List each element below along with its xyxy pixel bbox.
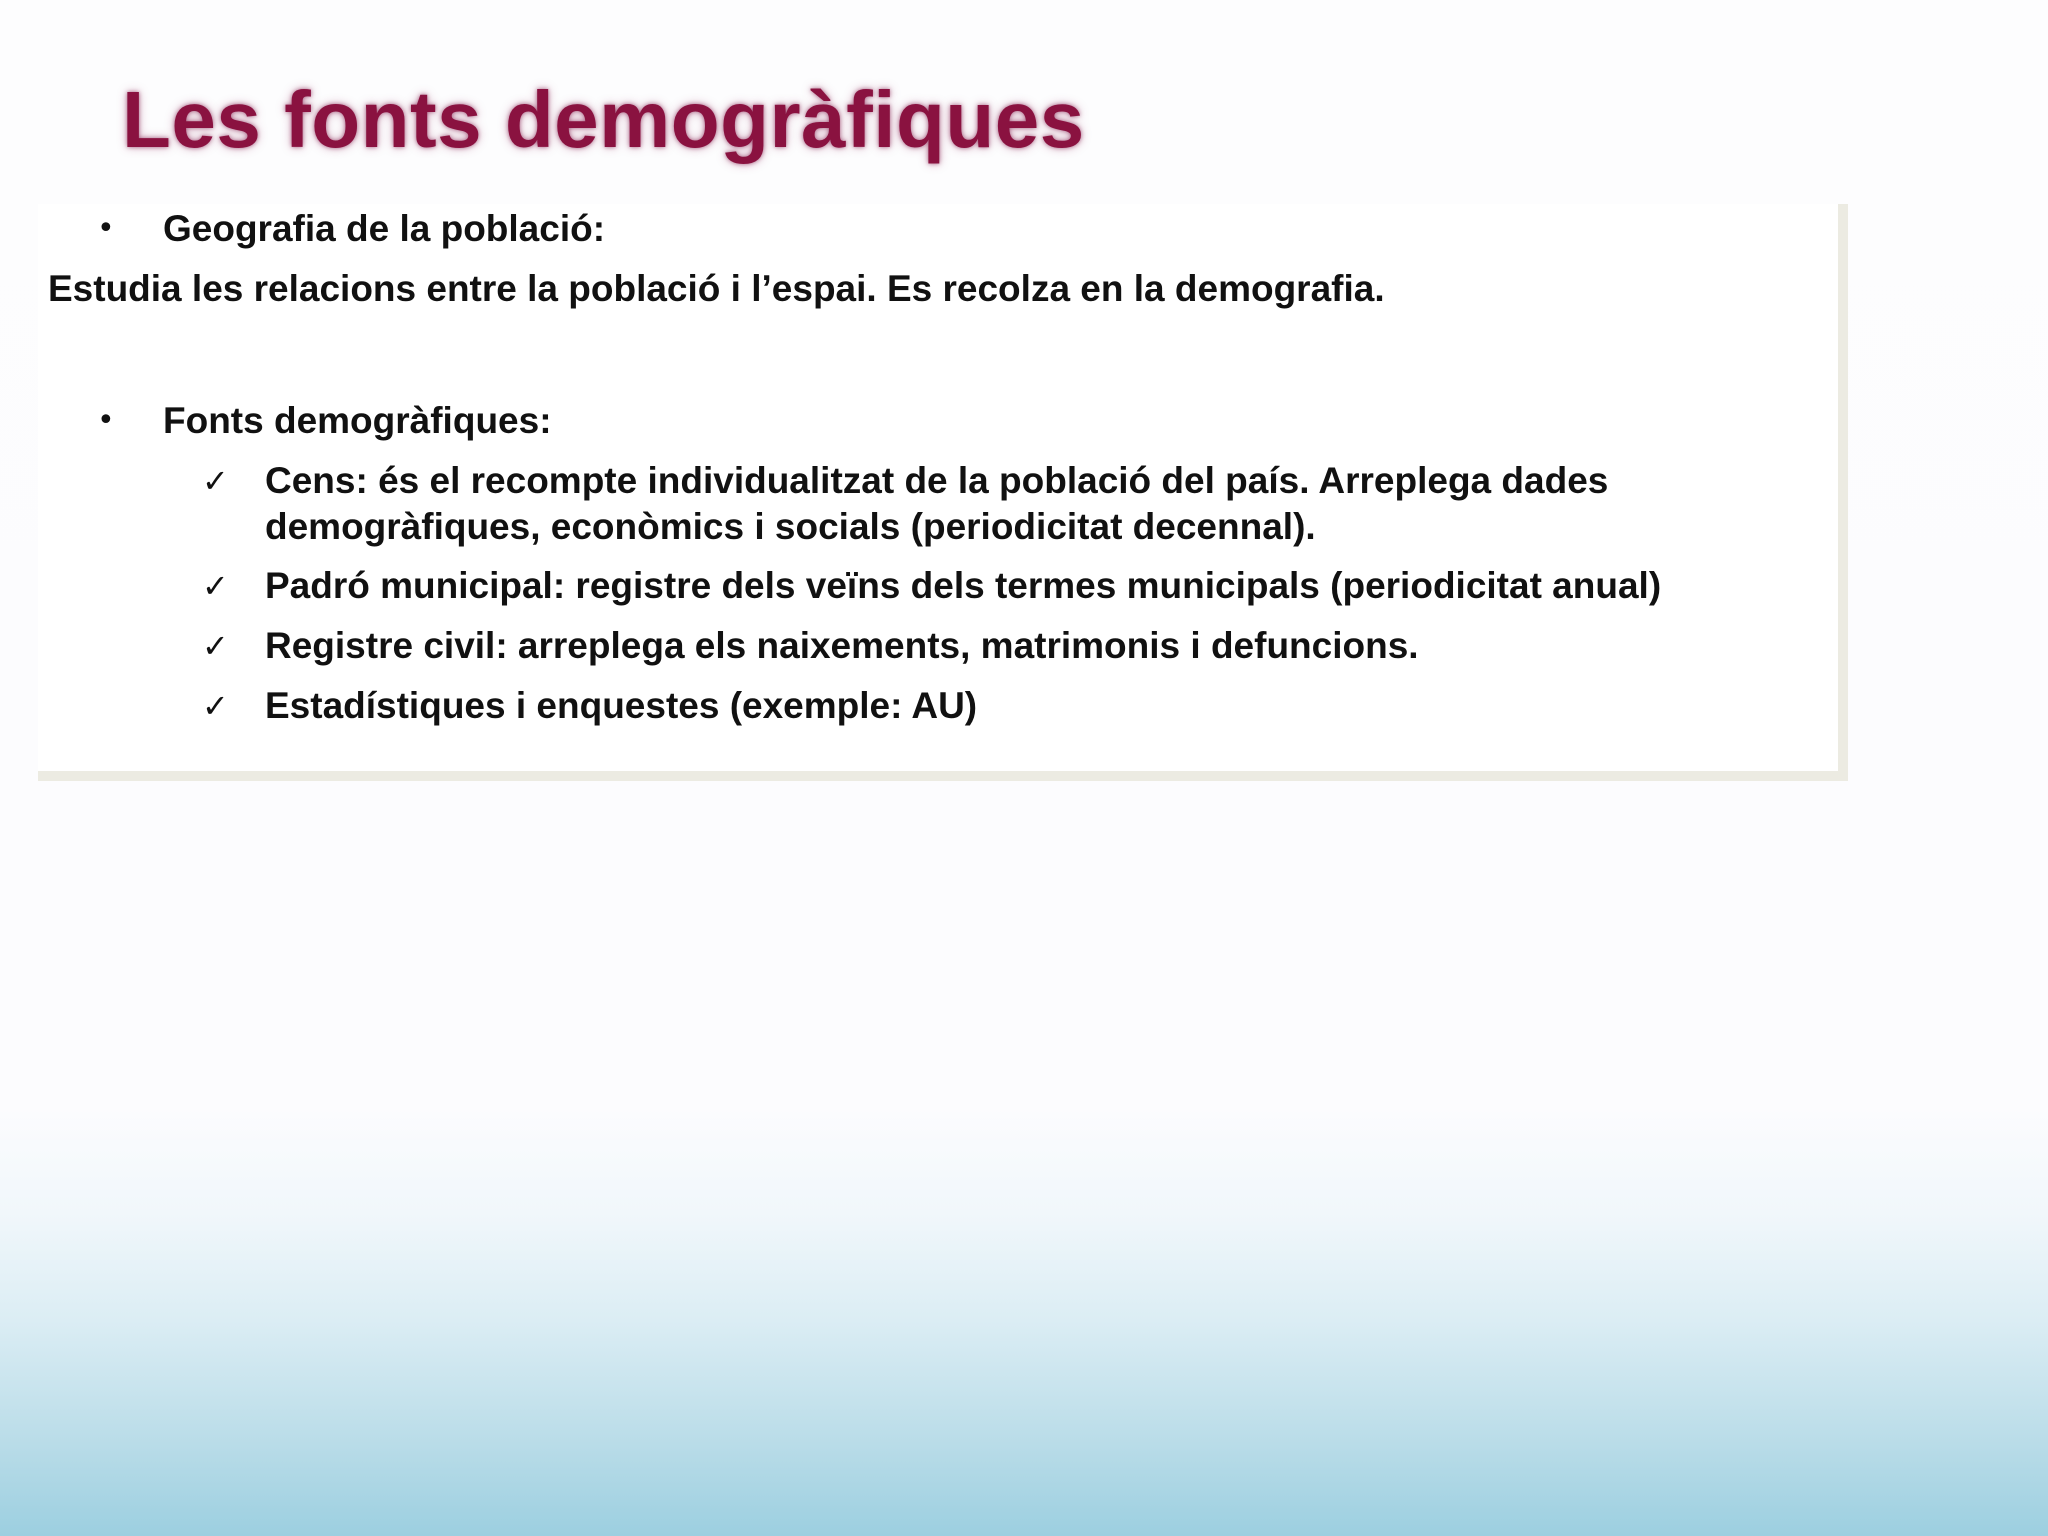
check-icon: ✓ [202,687,229,725]
section-heading-geografia: Geografia de la població: [163,208,606,249]
list-item-registre-civil: Registre civil: arreplega els naixements, matrimonis i defuncions. [265,625,1419,666]
check-icon: ✓ [202,462,229,500]
check-icon: ✓ [202,627,229,665]
section-description-geografia: Estudia les relacions entre la població i l’espai. Es recolza en la demografia. [48,268,1385,309]
slide-title: Les fonts demogràfiques [122,75,1085,164]
list-item-cens-line2: demogràfiques, econòmics i socials (periodicitat decennal). [265,506,1316,547]
list-item-padro: Padró municipal: registre dels veïns dels termes municipals (periodicitat anual) [265,565,1662,606]
section-heading-fonts: Fonts demogràfiques: [163,400,552,441]
list-item-estadistiques: Estadístiques i enquestes (exemple: AU) [265,685,978,726]
list-item-cens-line1: Cens: és el recompte individualitzat de la població del país. Arreplega dades [265,460,1609,501]
check-icon: ✓ [202,567,229,605]
bullet-icon: • [97,211,115,246]
bullet-icon: • [97,403,115,438]
